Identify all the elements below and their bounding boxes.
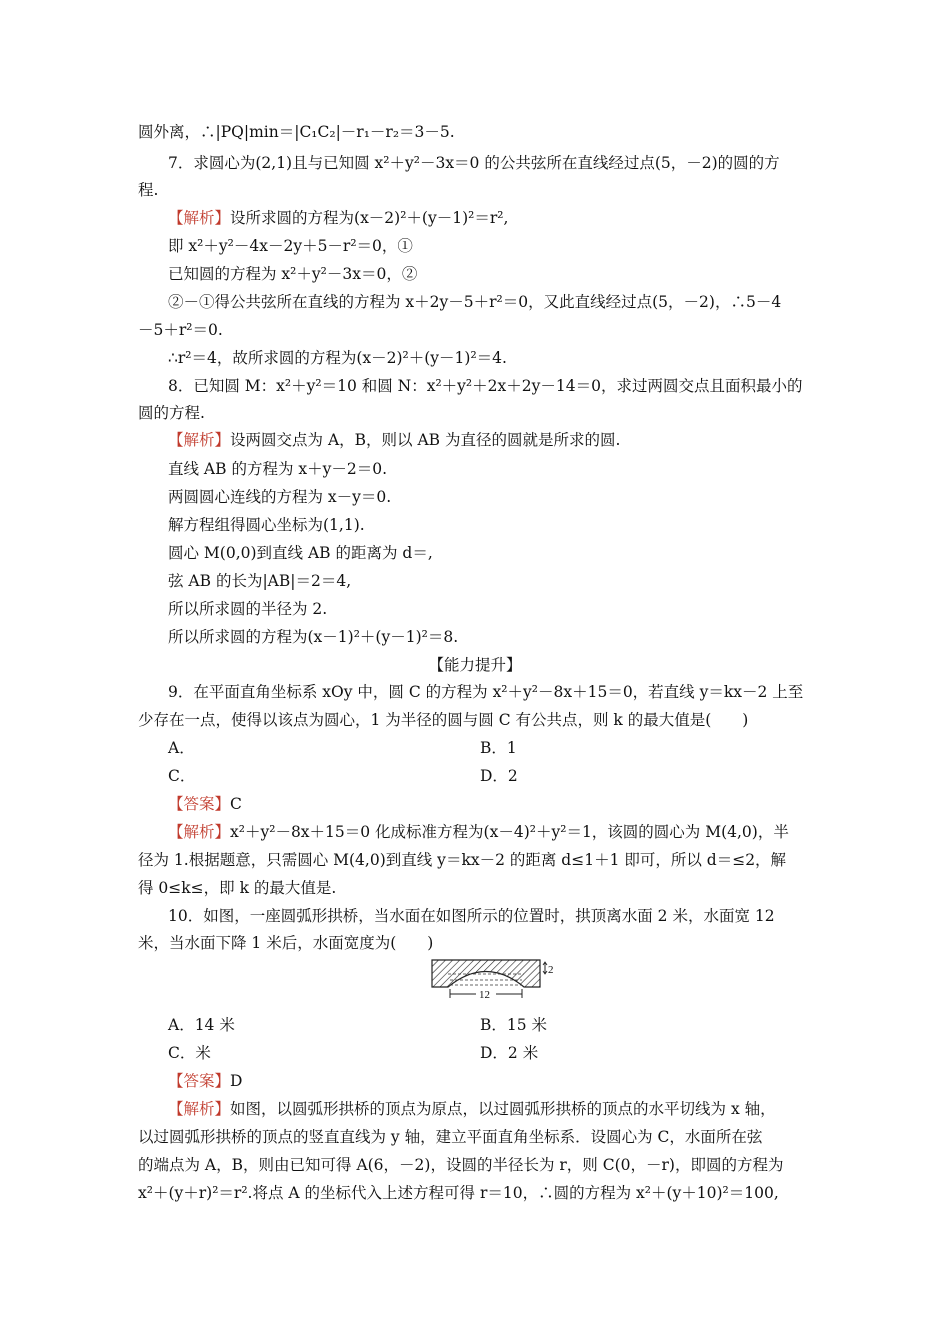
question-8: 8．已知圆 M：x²＋y²＝10 和圆 N：x²＋y²＋2x＋2y－14＝0，求过两圆交点且面积最小的: [168, 377, 803, 395]
answer-tag: 【答案】: [168, 795, 231, 813]
text-line: 圆的方程.: [138, 404, 205, 422]
text-line: ②－①得公共弦所在直线的方程为 x＋2y－5＋r²＝0，又此直线经过点(5，－2)，∴5－4: [168, 293, 782, 311]
text-line: 解方程组得圆心坐标为(1,1).: [168, 516, 365, 534]
height-label: 2: [548, 964, 554, 976]
option-b: B．1: [480, 739, 517, 757]
option-a: A．: [168, 739, 195, 757]
section-heading: 【能力提升】: [428, 656, 522, 674]
answer-line: 【答案】D: [168, 1072, 243, 1090]
text-line: 的端点为 A，B，则由已知可得 A(6，－2)，设圆的半径长为 r，则 C(0，－r)，即圆的方程为: [138, 1156, 784, 1174]
text-line: x²＋(y＋r)²＝r².将点 A 的坐标代入上述方程可得 r＝10，∴圆的方程为 x²＋(y＋10)²＝100,: [138, 1184, 779, 1202]
answer-tag: 【答案】: [168, 1072, 231, 1090]
text-line: 以过圆弧形拱桥的顶点的竖直直线为 y 轴，建立平面直角坐标系．设圆心为 C，水面所在弦: [138, 1128, 763, 1146]
option-c: C．: [168, 767, 196, 785]
text-line: ∴r²＝4，故所求圆的方程为(x－2)²＋(y－1)²＝4.: [168, 349, 507, 367]
text-line: 径为 1.根据题意，只需圆心 M(4,0)到直线 y＝kx－2 的距离 d≤1＋1 即可，所以 d＝≤2，解: [138, 851, 787, 869]
width-label: 12: [479, 989, 490, 1001]
text-line: 直线 AB 的方程为 x＋y－2＝0.: [168, 460, 388, 478]
text-line: 得 0≤k≤，即 k 的最大值是.: [138, 879, 337, 897]
arch-bridge-figure: [428, 956, 558, 1002]
solution-line: 【解析】设两圆交点为 A，B，则以 AB 为直径的圆就是所求的圆.: [168, 431, 621, 449]
text-line: 弦 AB 的长为|AB|＝2＝4,: [168, 572, 352, 590]
bridge-hatch-shape: [432, 960, 540, 987]
question-10: 10．如图，一座圆弧形拱桥，当水面在如图所示的位置时，拱顶离水面 2 米，水面宽 12: [168, 907, 775, 925]
option-d: D．2: [480, 767, 518, 785]
text-line: 两圆圆心连线的方程为 x－y＝0.: [168, 488, 392, 506]
solution-line: 【解析】设所求圆的方程为(x－2)²＋(y－1)²＝r²,: [168, 209, 509, 227]
question-9: 9．在平面直角坐标系 xOy 中，圆 C 的方程为 x²＋y²－8x＋15＝0，若直线 y＝kx－2 上至: [168, 683, 804, 701]
text-line: 圆心 M(0,0)到直线 AB 的距离为 d＝,: [168, 544, 433, 562]
text-line: －5＋r²＝0.: [138, 321, 223, 339]
text-line: 程.: [138, 181, 159, 199]
text-line: 少存在一点，使得以该点为圆心，1 为半径的圆与圆 C 有公共点，则 k 的最大值是( ): [138, 711, 749, 729]
text-line: 已知圆的方程为 x²＋y²－3x＝0，②: [168, 265, 418, 283]
text-line: 所以所求圆的方程为(x－1)²＋(y－1)²＝8.: [168, 628, 459, 646]
solution-line: 【解析】x²＋y²－8x＋15＝0 化成标准方程为(x－4)²＋y²＝1，该圆的圆心为 M(4,0)，半: [168, 823, 789, 841]
text-line: 所以所求圆的半径为 2.: [168, 600, 328, 618]
text-line: 圆外离，∴|PQ|min＝|C₁C₂|－r₁－r₂＝3－5.: [138, 123, 455, 141]
option-c: C．米: [168, 1044, 211, 1062]
option-b: B．15 米: [480, 1016, 548, 1034]
text-line: 米，当水面下降 1 米后，水面宽度为( ): [138, 934, 434, 952]
solution-tag: 【解析】: [168, 209, 231, 227]
option-d: D．2 米: [480, 1044, 539, 1062]
answer-line: 【答案】C: [168, 795, 242, 813]
solution-tag: 【解析】: [168, 1100, 231, 1118]
question-7: 7．求圆心为(2,1)且与已知圆 x²＋y²－3x＝0 的公共弦所在直线经过点(5，－2)的圆的方: [168, 154, 780, 172]
text-line: 即 x²＋y²－4x－2y＋5－r²＝0，①: [168, 237, 413, 255]
option-a: A．14 米: [168, 1016, 235, 1034]
arch-bridge-diagram: [428, 956, 558, 1002]
solution-tag: 【解析】: [168, 823, 231, 841]
solution-tag: 【解析】: [168, 431, 231, 449]
solution-line: 【解析】如图，以圆弧形拱桥的顶点为原点，以过圆弧形拱桥的顶点的水平切线为 x 轴，: [168, 1100, 776, 1118]
